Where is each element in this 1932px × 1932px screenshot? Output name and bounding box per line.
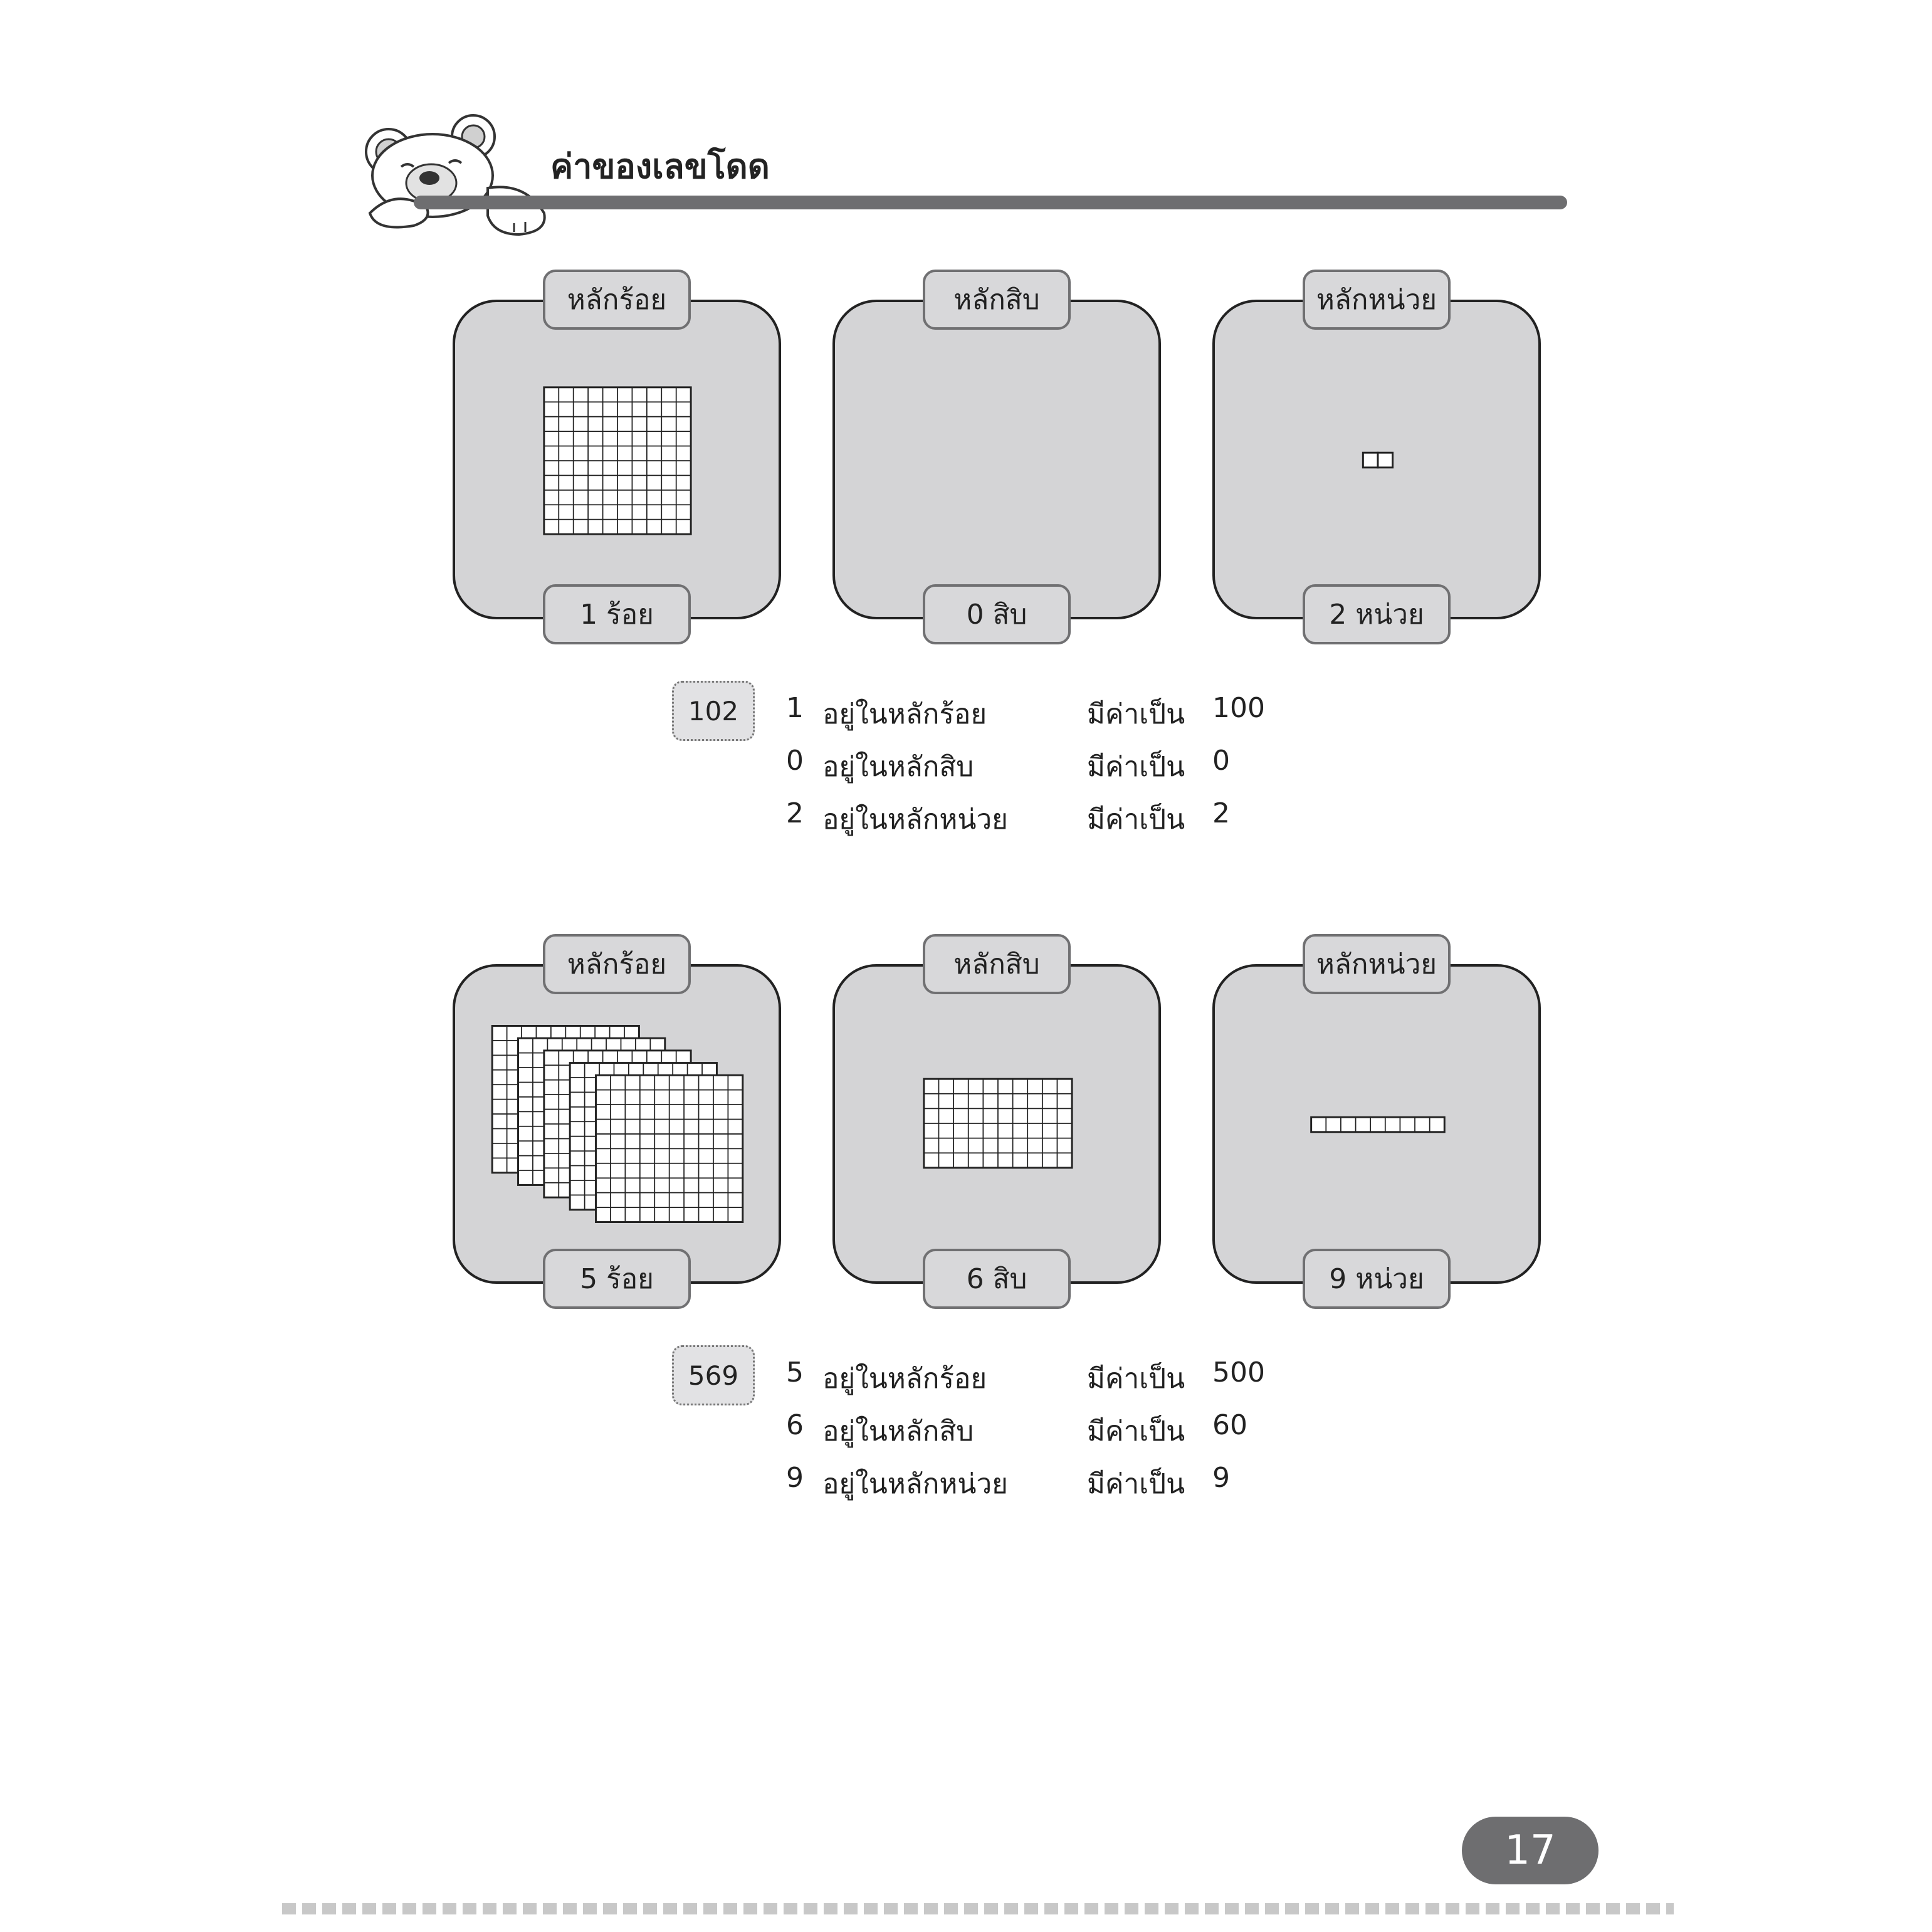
row-value: 2 <box>1212 797 1230 829</box>
place-label-tens: หลักสิบ <box>923 270 1071 330</box>
number-badge: 102 <box>672 681 755 741</box>
place-label-hundreds: หลักร้อย <box>543 934 691 994</box>
page-number-badge: 17 <box>1462 1817 1599 1884</box>
tens-rods-icon <box>835 967 1158 1281</box>
unit-cubes-icon <box>1215 967 1538 1281</box>
footer-dotted-line <box>282 1903 1674 1914</box>
hundreds-box-1 <box>453 284 781 631</box>
row-value: 60 <box>1212 1409 1247 1441</box>
row-digit: 1 <box>786 692 804 724</box>
row-digit: 5 <box>786 1357 804 1389</box>
row-place: อยู่ในหลักสิบ <box>822 751 974 783</box>
count-label-ones: 2 หน่วย <box>1303 584 1451 644</box>
hundreds-box-2 <box>453 948 781 1295</box>
row-digit: 6 <box>786 1409 804 1441</box>
row-digit: 2 <box>786 797 804 829</box>
ones-box-2 <box>1212 948 1541 1295</box>
unit-cubes-icon <box>1215 302 1538 617</box>
page-title: ค่าของเลขโดด <box>550 147 770 186</box>
count-label-ones: 9 หน่วย <box>1303 1249 1451 1309</box>
count-label-hundreds: 1 ร้อย <box>543 584 691 644</box>
hundred-flats-stack-icon <box>455 967 779 1281</box>
tens-box-1 <box>832 284 1161 631</box>
row-place: อยู่ในหลักสิบ <box>822 1415 974 1447</box>
row-value: 500 <box>1212 1357 1265 1389</box>
count-label-tens: 6 สิบ <box>923 1249 1071 1309</box>
hundred-flat-icon <box>455 302 779 617</box>
ones-box-1 <box>1212 284 1541 631</box>
row-has-value: มีค่าเป็น <box>1087 1363 1185 1395</box>
row-has-value: มีค่าเป็น <box>1087 804 1185 836</box>
row-value: 9 <box>1212 1462 1230 1494</box>
place-label-tens: หลักสิบ <box>923 934 1071 994</box>
row-value: 0 <box>1212 745 1230 777</box>
row-has-value: มีค่าเป็น <box>1087 698 1185 730</box>
row-has-value: มีค่าเป็น <box>1087 1415 1185 1447</box>
place-label-ones: หลักหน่วย <box>1303 270 1451 330</box>
place-label-ones: หลักหน่วย <box>1303 934 1451 994</box>
row-has-value: มีค่าเป็น <box>1087 751 1185 783</box>
number-badge: 569 <box>672 1345 755 1405</box>
bear-mascot-icon <box>357 113 558 238</box>
place-label-hundreds: หลักร้อย <box>543 270 691 330</box>
row-place: อยู่ในหลักร้อย <box>822 698 987 730</box>
count-label-tens: 0 สิบ <box>923 584 1071 644</box>
row-digit: 0 <box>786 745 804 777</box>
title-underline-bar <box>414 196 1567 209</box>
row-place: อยู่ในหลักหน่วย <box>822 1468 1008 1500</box>
count-label-hundreds: 5 ร้อย <box>543 1249 691 1309</box>
row-value: 100 <box>1212 692 1265 724</box>
tens-box-2 <box>832 948 1161 1295</box>
row-digit: 9 <box>786 1462 804 1494</box>
row-has-value: มีค่าเป็น <box>1087 1468 1185 1500</box>
row-place: อยู่ในหลักหน่วย <box>822 804 1008 836</box>
row-place: อยู่ในหลักร้อย <box>822 1363 987 1395</box>
